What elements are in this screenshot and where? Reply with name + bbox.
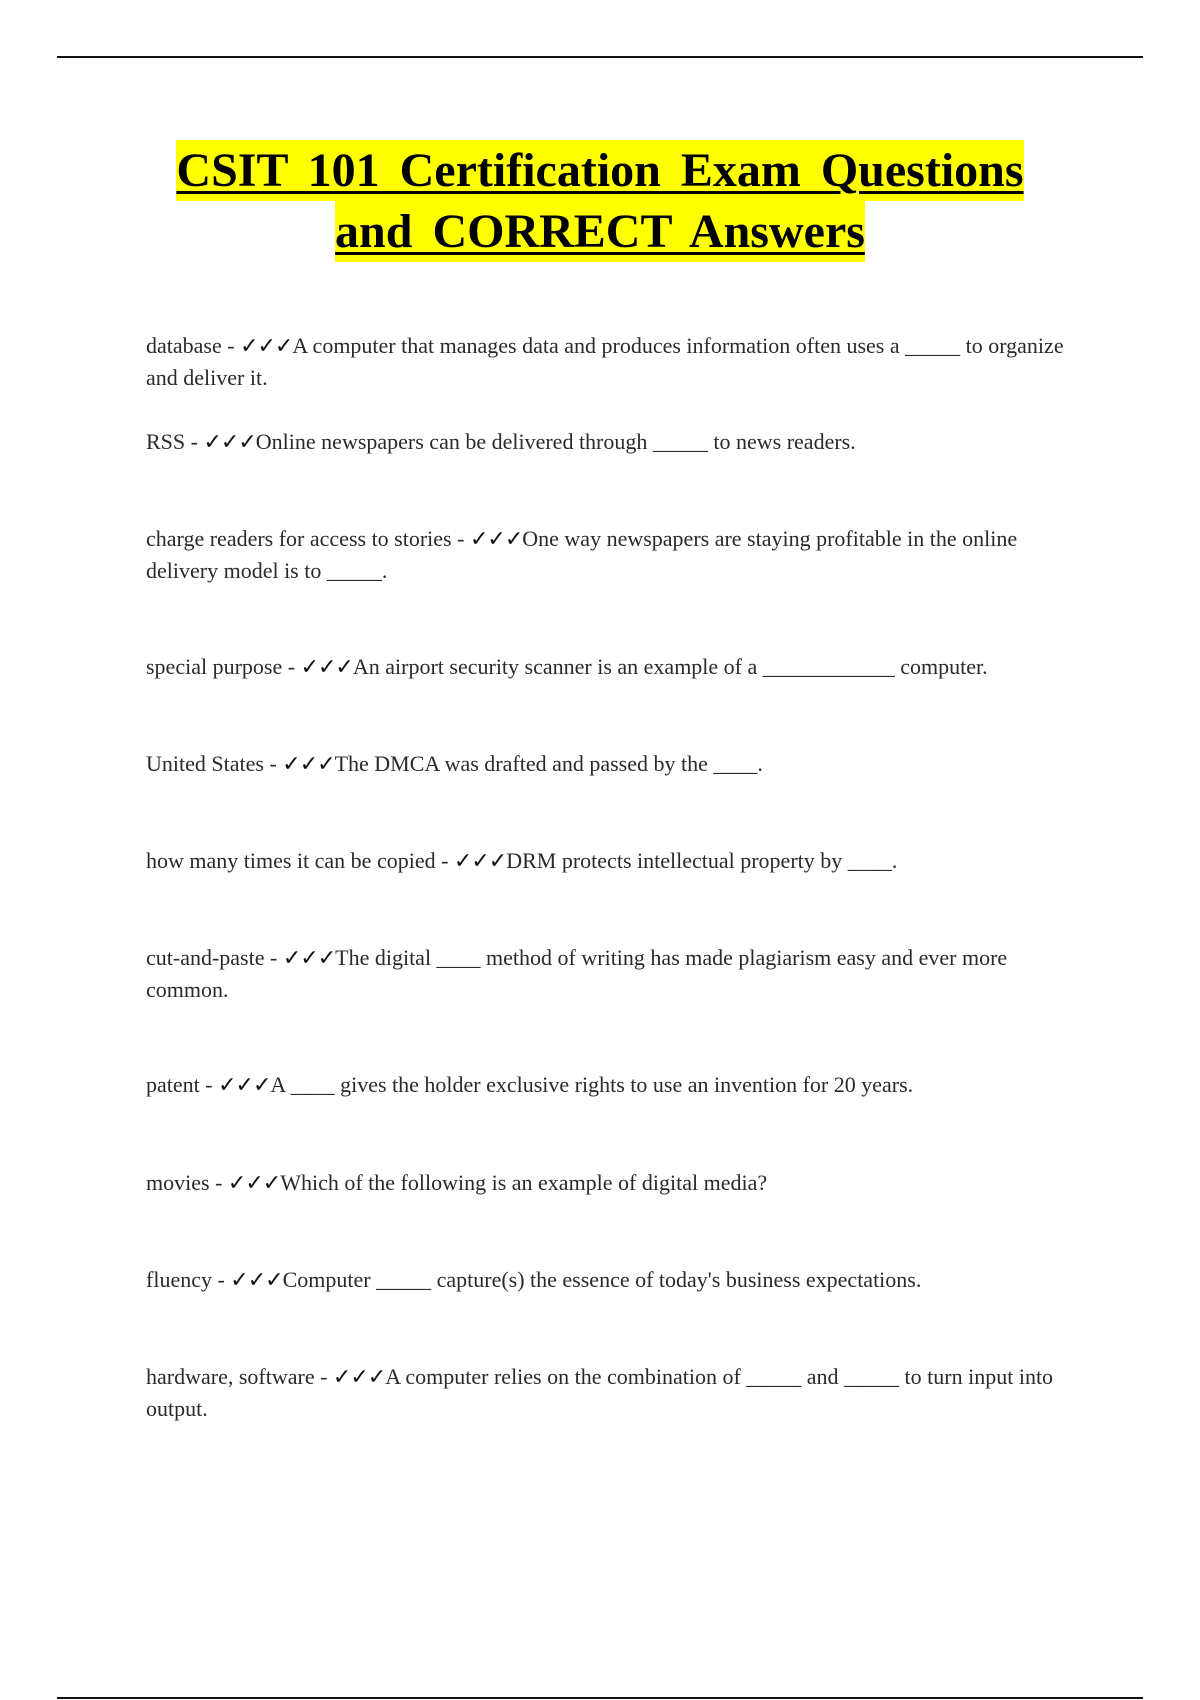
answer-text: how many times it can be copied: [146, 848, 436, 873]
question-text: The DMCA was drafted and passed by the ____.: [334, 751, 763, 776]
title-line-1: CSIT 101 Certification Exam Questions: [176, 140, 1023, 201]
bottom-rule: [57, 1697, 1143, 1699]
checkmark-icon: ✓✓✓: [218, 1073, 271, 1098]
answer-text: RSS: [146, 429, 186, 454]
checkmark-icon: ✓✓✓: [230, 1268, 283, 1293]
question-text: Computer _____ capture(s) the essence of today's business expectations.: [282, 1267, 922, 1292]
separator: -: [263, 751, 283, 776]
checkmark-icon: ✓✓✓: [469, 527, 523, 552]
checkmark-icon: ✓✓✓: [282, 752, 335, 777]
document-title: [100, 140, 1100, 262]
qa-item: [146, 1264, 1086, 1361]
separator: -: [221, 333, 241, 358]
qa-item: [146, 330, 1086, 426]
qa-item: [146, 426, 1086, 523]
answer-text: United States: [146, 751, 264, 776]
separator: -: [264, 945, 283, 970]
answer-text: hardware, software: [146, 1364, 315, 1389]
checkmark-icon: ✓✓✓: [453, 849, 507, 874]
checkmark-icon: ✓✓✓: [300, 655, 353, 680]
question-text: The digital ____ method of writing has made plagiarism easy and ever more common.: [146, 945, 1008, 1002]
checkmark-icon: ✓✓✓: [203, 430, 256, 455]
checkmark-icon: ✓✓✓: [227, 1171, 281, 1196]
separator: -: [435, 848, 454, 873]
qa-item: [146, 651, 1086, 748]
answer-text: movies: [146, 1170, 210, 1195]
question-text: An airport security scanner is an example of a ____________ computer.: [352, 654, 988, 679]
separator: -: [211, 1267, 231, 1292]
question-text: A computer relies on the combination of _____ and _____ to turn input into output.: [146, 1364, 1054, 1421]
answer-text: cut-and-paste: [146, 945, 265, 970]
qa-item: [146, 942, 1086, 1069]
separator: -: [185, 429, 204, 454]
question-text: One way newspapers are staying profitable in the online delivery model is to _____.: [146, 526, 1018, 583]
separator: -: [282, 654, 301, 679]
qa-item: [146, 1069, 1086, 1167]
answer-text: special purpose: [146, 654, 283, 679]
separator: -: [314, 1364, 333, 1389]
separator: -: [451, 526, 470, 551]
qa-list: [146, 330, 1086, 1424]
separator: -: [199, 1072, 219, 1097]
answer-text: database: [146, 333, 222, 358]
question-text: Online newspapers can be delivered through _____ to news readers.: [255, 429, 856, 454]
qa-item: [146, 1361, 1086, 1424]
question-text: A ____ gives the holder exclusive rights to use an invention for 20 years.: [270, 1072, 914, 1097]
qa-item: [146, 845, 1086, 942]
separator: -: [209, 1170, 228, 1195]
answer-text: patent: [146, 1072, 200, 1097]
question-text: DRM protects intellectual property by ____.: [506, 848, 898, 873]
answer-text: fluency: [146, 1267, 212, 1292]
checkmark-icon: ✓✓✓: [240, 334, 293, 359]
qa-item: [146, 748, 1086, 845]
question-text: Which of the following is an example of digital media?: [280, 1170, 768, 1195]
top-rule: [57, 56, 1143, 58]
qa-item: [146, 1167, 1086, 1264]
question-text: A computer that manages data and produces information often uses a _____ to organize and deliver it.: [146, 333, 1064, 390]
answer-text: charge readers for access to stories: [146, 526, 452, 551]
checkmark-icon: ✓✓✓: [282, 946, 336, 971]
checkmark-icon: ✓✓✓: [332, 1365, 386, 1390]
title-line-2: and CORRECT Answers: [335, 201, 865, 262]
qa-item: [146, 523, 1086, 651]
